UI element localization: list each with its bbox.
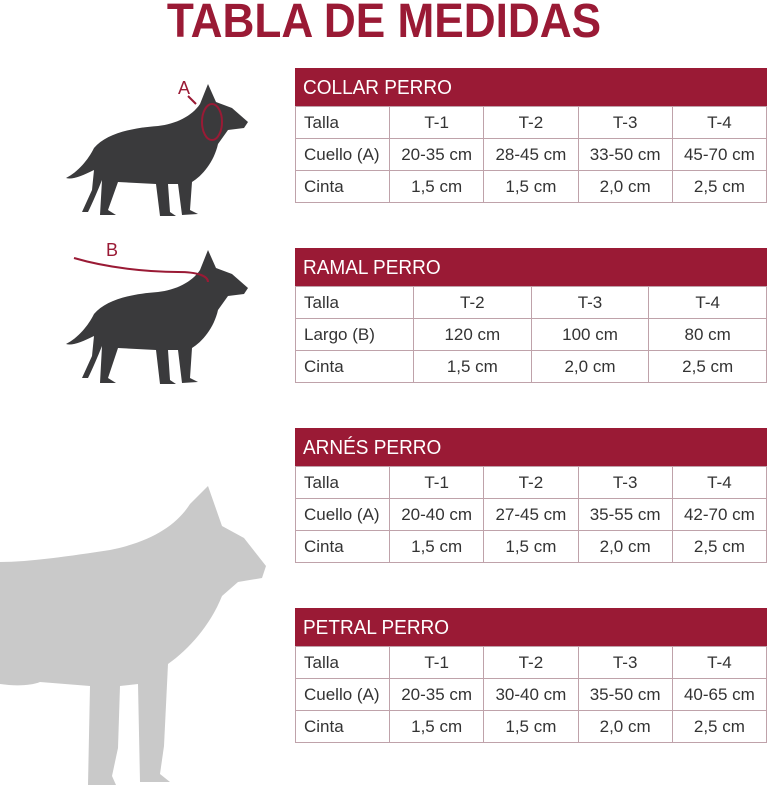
table-cell: 1,5 cm — [414, 351, 532, 383]
dog-collar-illustration — [58, 72, 258, 220]
table-cell: 20-35 cm — [390, 679, 484, 711]
table-cell: T-2 — [484, 647, 578, 679]
table-cell: Talla — [296, 287, 414, 319]
table-cell: Cuello (A) — [296, 499, 390, 531]
table-cell: 100 cm — [531, 319, 649, 351]
table-cell: 1,5 cm — [484, 711, 578, 743]
table-cell: T-4 — [649, 287, 767, 319]
table-cell: 2,0 cm — [531, 351, 649, 383]
table-cell: Talla — [296, 467, 390, 499]
table-cell: 45-70 cm — [672, 139, 766, 171]
table-cell: T-3 — [578, 107, 672, 139]
table-cell: T-3 — [578, 647, 672, 679]
table-cell: T-2 — [484, 107, 578, 139]
table-cell: 2,5 cm — [672, 171, 766, 203]
table-cell: 80 cm — [649, 319, 767, 351]
table-leash — [295, 248, 767, 383]
leash-line — [74, 258, 208, 282]
table-cell: 28-45 cm — [484, 139, 578, 171]
label-b: B — [106, 240, 119, 260]
table-cell: 2,5 cm — [649, 351, 767, 383]
dog-leash-illustration — [58, 232, 258, 388]
table-cell: 1,5 cm — [484, 531, 578, 563]
table-cell: T-3 — [531, 287, 649, 319]
table-row — [296, 287, 767, 319]
table-cell: T-3 — [578, 467, 672, 499]
table-row — [296, 467, 767, 499]
table-row — [296, 711, 767, 743]
table-cell: 120 cm — [414, 319, 532, 351]
table-cell: Cinta — [296, 171, 390, 203]
table-title: ARNÉS PERRO — [295, 428, 767, 466]
table-cell: 35-50 cm — [578, 679, 672, 711]
table-cell: 20-40 cm — [390, 499, 484, 531]
table-cell: Cuello (A) — [296, 679, 390, 711]
table-cell: 30-40 cm — [484, 679, 578, 711]
dog-large-silhouette — [0, 486, 272, 785]
table-row — [296, 319, 767, 351]
table-cell: 33-50 cm — [578, 139, 672, 171]
table-cell: Talla — [296, 647, 390, 679]
table-row — [296, 139, 767, 171]
table-cell: 40-65 cm — [672, 679, 766, 711]
table-row — [296, 647, 767, 679]
table-cell: T-4 — [672, 107, 766, 139]
table-cell: 35-55 cm — [578, 499, 672, 531]
table-chest-strap — [295, 608, 767, 743]
table-harness — [295, 428, 767, 563]
table-cell: 42-70 cm — [672, 499, 766, 531]
table-title: PETRAL PERRO — [295, 608, 767, 646]
table-cell: Cinta — [296, 711, 390, 743]
table-cell: 2,5 cm — [672, 531, 766, 563]
table-cell: 20-35 cm — [390, 139, 484, 171]
table-cell: T-1 — [390, 647, 484, 679]
dog-silhouette — [66, 250, 248, 384]
table-cell: 1,5 cm — [390, 171, 484, 203]
table-cell: Cuello (A) — [296, 139, 390, 171]
table-collar — [295, 68, 767, 203]
table-cell: T-2 — [414, 287, 532, 319]
table-cell: 2,0 cm — [578, 171, 672, 203]
table-cell: 2,0 cm — [578, 711, 672, 743]
table-row — [296, 107, 767, 139]
table-cell: T-1 — [390, 107, 484, 139]
table-cell: Largo (B) — [296, 319, 414, 351]
dog-silhouette — [66, 84, 248, 216]
table-title: COLLAR PERRO — [295, 68, 767, 106]
table-cell: Cinta — [296, 531, 390, 563]
table-row — [296, 499, 767, 531]
table-cell: 2,5 cm — [672, 711, 766, 743]
table-cell: T-2 — [484, 467, 578, 499]
table-cell: 1,5 cm — [390, 711, 484, 743]
table-row — [296, 531, 767, 563]
table-title: RAMAL PERRO — [295, 248, 767, 286]
table-cell: 1,5 cm — [484, 171, 578, 203]
table-cell: 1,5 cm — [390, 531, 484, 563]
table-cell: T-4 — [672, 647, 766, 679]
table-cell: 2,0 cm — [578, 531, 672, 563]
table-cell: 27-45 cm — [484, 499, 578, 531]
page-title: TABLA DE MEDIDAS — [166, 0, 602, 48]
table-row — [296, 171, 767, 203]
table-row — [296, 351, 767, 383]
table-cell: Cinta — [296, 351, 414, 383]
label-a: A — [178, 78, 191, 98]
table-cell: T-4 — [672, 467, 766, 499]
table-row — [296, 679, 767, 711]
table-cell: Talla — [296, 107, 390, 139]
table-cell: T-1 — [390, 467, 484, 499]
